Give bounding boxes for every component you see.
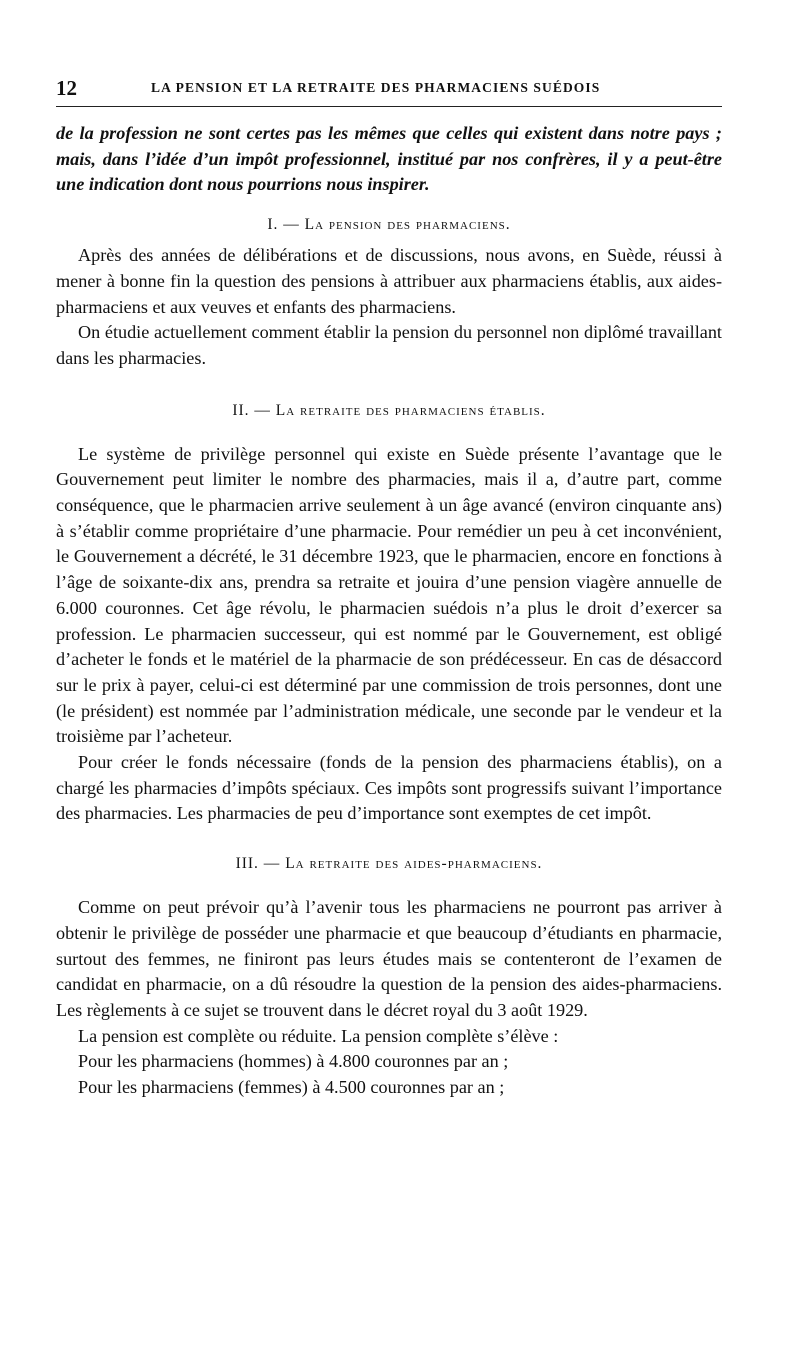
section-title-2 bbox=[56, 402, 722, 420]
section-heading: La pension des pharmaciens. bbox=[304, 216, 511, 234]
document-page bbox=[56, 0, 722, 1101]
section-heading: La retraite des pharmaciens établis. bbox=[275, 401, 546, 419]
paragraph: Pour créer le fonds nécessaire (fonds de la pension des pharmaciens établis), on a chargé les pharmacies d’impôts spéciaux. Ces impôts sont progressifs suivant l’importance des pharmacies. Les pharmacies de peu d’importance sont exemptes de cet impôt. bbox=[56, 752, 722, 824]
page-header bbox=[56, 0, 722, 107]
intro-paragraph: de la profession ne sont certes pas les mêmes que celles qui existent dans notre pays ; mais, dans l’idée d’un impôt professionnel, institué par nos confrères, il y a peut-être une indication dont nous pourrions nous inspirer. bbox=[56, 123, 722, 195]
paragraph: Pour les pharmaciens (hommes) à 4.800 couronnes par an ; bbox=[78, 1051, 509, 1072]
section-title-3 bbox=[56, 855, 722, 873]
paragraph: La pension est complète ou réduite. La pension complète s’élève : bbox=[78, 1025, 559, 1046]
page-number: 12 bbox=[56, 76, 77, 100]
section-numeral: I. — bbox=[267, 216, 300, 234]
paragraph: Le système de privilège personnel qui existe en Suède présente l’avantage que le Gouvernement peut limiter le nombre des pharmacies, mais il a, d’autre part, comme conséquence, que le pharmacien arrive seulement à un âge avancé (environ cinquante ans) à s’établir comme propriétaire d’une pharmacie. Pour remédier un peu à cet inconvénient, le Gouvernement a décrété, le 31 décembre 1923, que le pharmacien, encore en fonctions à l’âge de soixante-dix ans, prendra sa retraite et jouira d’une pension viagère annuelle de 6.000 couronnes. Cet âge révolu, le pharmacien suédois n’a plus le droit d’exercer sa profession. Le pharmacien successeur, qui est nommé par le Gouvernement, est obligé d’acheter le fonds et le matériel de la pharmacie de son prédécesseur. En cas de désaccord sur le prix à payer, celui-ci est déterminé par une commission de trois personnes, dont une (le président) est nommée par l’administration médicale, une seconde par le vendeur et la troisième par l’acheteur. bbox=[56, 443, 722, 747]
section-title-1 bbox=[56, 216, 722, 234]
paragraph: Après des années de délibérations et de discussions, nous avons, en Suède, réussi à mener à bonne fin la question des pensions à attribuer aux pharmaciens établis, aux aides-pharmaciens et aux veuves et enfants des pharmaciens. bbox=[56, 245, 722, 317]
running-title: LA PENSION ET LA RETRAITE DES PHARMACIENS SUÉDOIS bbox=[151, 80, 601, 95]
paragraph: Comme on peut prévoir qu’à l’avenir tous les pharmaciens ne pourront pas arriver à obtenir le privilège de posséder une pharmacie et que beaucoup d’étudiants en pharmacie, surtout des femmes, ne finiront pas leurs études mais se contenteront de l’examen de candidat en pharmacie, on a dû résoudre la question de la pension des aides-pharmaciens. Les règlements à ce sujet se trouvent dans le décret royal du 3 août 1929. bbox=[56, 897, 722, 1020]
section-numeral: III. — bbox=[235, 855, 281, 873]
paragraph: On étudie actuellement comment établir la pension du personnel non diplômé travaillant dans les pharmacies. bbox=[56, 322, 722, 368]
section-heading: La retraite des aides-pharmaciens. bbox=[285, 855, 543, 873]
paragraph: Pour les pharmaciens (femmes) à 4.500 couronnes par an ; bbox=[78, 1077, 505, 1098]
section-numeral: II. — bbox=[232, 401, 271, 419]
